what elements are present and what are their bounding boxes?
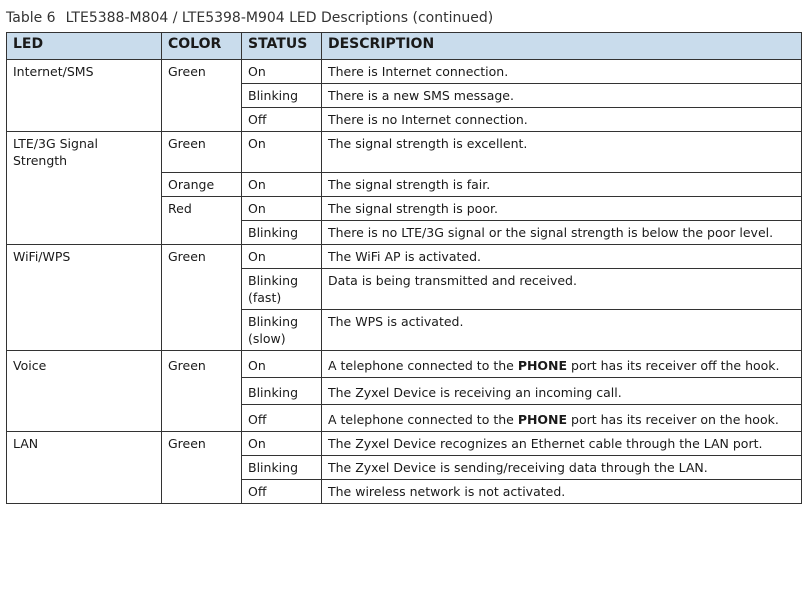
- led-description: The signal strength is fair.: [322, 172, 802, 196]
- led-name: WiFi/WPS: [7, 244, 162, 268]
- table-row: [7, 268, 802, 309]
- led-description: The wireless network is not activated.: [322, 479, 802, 503]
- table-row: [7, 431, 802, 455]
- led-color: Green: [162, 431, 242, 455]
- led-descriptions-table: [6, 32, 802, 504]
- led-description: A telephone connected to the PHONE port has its receiver off the hook.: [322, 350, 802, 377]
- led-name: Voice: [7, 350, 162, 377]
- led-status: Blinking (slow): [242, 309, 322, 350]
- led-description: The Zyxel Device is receiving an incoming call.: [322, 377, 802, 404]
- phone-port-keyword: PHONE: [517, 357, 568, 373]
- table-row: [7, 404, 802, 431]
- phone-port-keyword: PHONE: [517, 411, 568, 427]
- table-row: [7, 350, 802, 377]
- table-row: [7, 196, 802, 220]
- led-status: Blinking: [242, 377, 322, 404]
- header-led: LED: [7, 33, 162, 60]
- led-status: On: [242, 132, 322, 173]
- header-color: COLOR: [162, 33, 242, 60]
- led-description: There is no LTE/3G signal or the signal strength is below the poor level.: [322, 220, 802, 244]
- led-description: The Zyxel Device is sending/receiving data through the LAN.: [322, 455, 802, 479]
- led-name: LTE/3G Signal Strength: [7, 132, 162, 173]
- led-status: On: [242, 431, 322, 455]
- table-caption: [6, 10, 493, 26]
- led-status: On: [242, 172, 322, 196]
- led-status: Blinking: [242, 455, 322, 479]
- led-status: On: [242, 60, 322, 84]
- table-number: Table 6: [6, 10, 56, 26]
- led-description: The signal strength is excellent.: [322, 132, 802, 173]
- led-color: Green: [162, 132, 242, 173]
- table-row: [7, 455, 802, 479]
- header-status: STATUS: [242, 33, 322, 60]
- led-color: Green: [162, 60, 242, 84]
- table-row: [7, 60, 802, 84]
- led-color: Green: [162, 244, 242, 268]
- led-status: On: [242, 196, 322, 220]
- header-row: [7, 33, 802, 60]
- led-status: On: [242, 350, 322, 377]
- led-description: There is a new SMS message.: [322, 84, 802, 108]
- led-color: Green: [162, 350, 242, 377]
- led-status: Off: [242, 479, 322, 503]
- led-name: Internet/SMS: [7, 60, 162, 84]
- led-color: Orange: [162, 172, 242, 196]
- led-status: Off: [242, 404, 322, 431]
- led-description: There is no Internet connection.: [322, 108, 802, 132]
- table-row: [7, 172, 802, 196]
- led-status: Blinking (fast): [242, 268, 322, 309]
- table-row: [7, 132, 802, 173]
- table-row: [7, 108, 802, 132]
- led-status: Off: [242, 108, 322, 132]
- led-description: The signal strength is poor.: [322, 196, 802, 220]
- header-description: DESCRIPTION: [322, 33, 802, 60]
- table-row: [7, 244, 802, 268]
- led-status: Blinking: [242, 84, 322, 108]
- led-description: The Zyxel Device recognizes an Ethernet cable through the LAN port.: [322, 431, 802, 455]
- table-row: [7, 479, 802, 503]
- table-row: [7, 309, 802, 350]
- table-row: [7, 220, 802, 244]
- led-description: Data is being transmitted and received.: [322, 268, 802, 309]
- led-description: The WPS is activated.: [322, 309, 802, 350]
- led-name: LAN: [7, 431, 162, 455]
- led-description: A telephone connected to the PHONE port has its receiver on the hook.: [322, 404, 802, 431]
- table-row: [7, 84, 802, 108]
- led-color: Red: [162, 196, 242, 220]
- led-description: The WiFi AP is activated.: [322, 244, 802, 268]
- table-title: LTE5388-M804 / LTE5398-M904 LED Descriptions (continued): [65, 10, 494, 26]
- table-row: [7, 377, 802, 404]
- led-status: On: [242, 244, 322, 268]
- led-status: Blinking: [242, 220, 322, 244]
- led-description: There is Internet connection.: [322, 60, 802, 84]
